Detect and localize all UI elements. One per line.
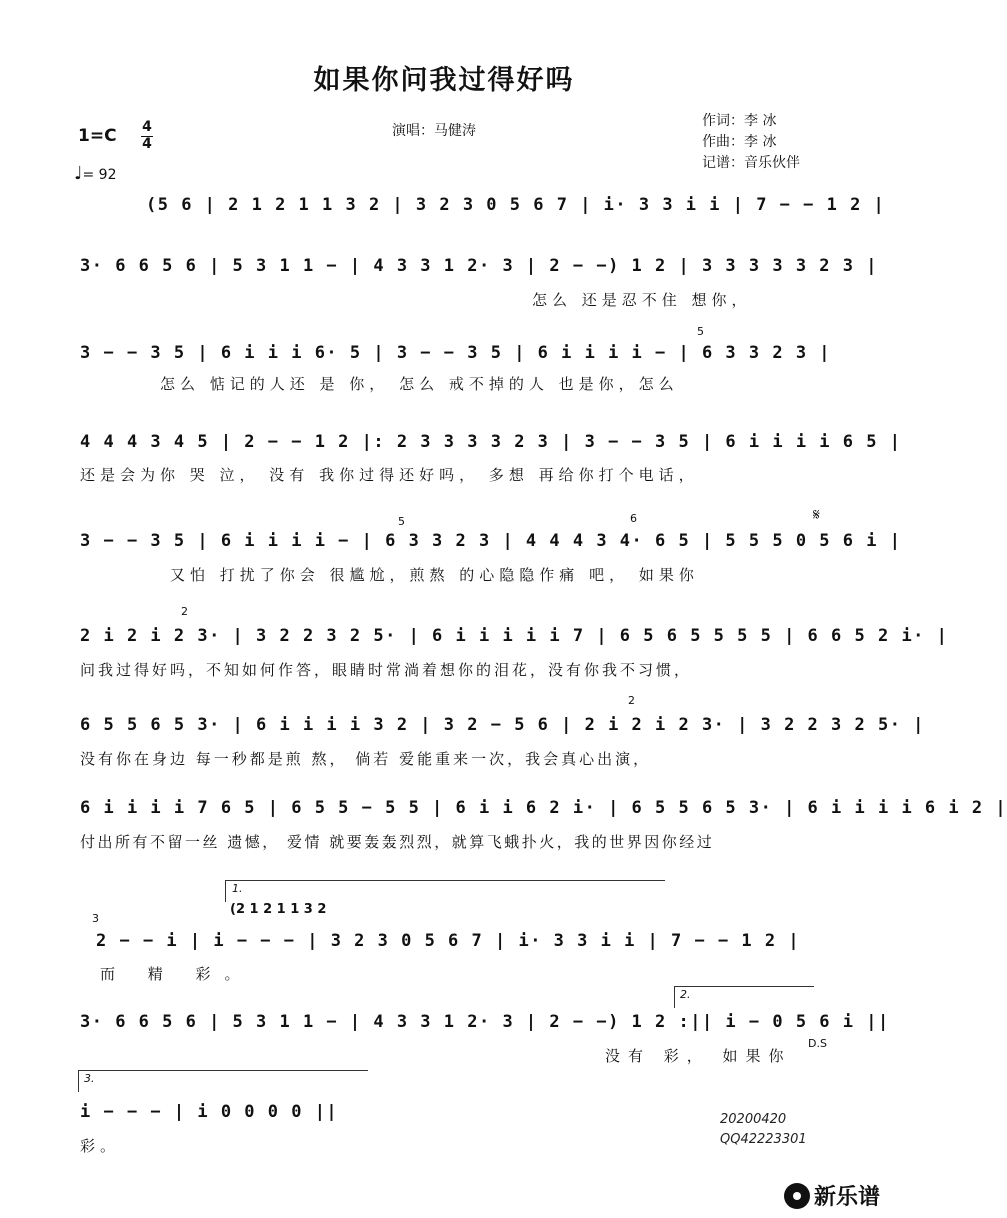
transcriber-credit: 记谱：音乐伙伴 <box>702 155 800 171</box>
composer-credit: 作曲：李 冰 <box>702 134 777 150</box>
song-title: 如果你问我过得好吗 <box>313 65 575 96</box>
lyricist-credit: 作词：李 冰 <box>702 113 777 129</box>
lyrics-row-11: 彩。 <box>80 1137 121 1155</box>
site-logo <box>784 1180 880 1211</box>
grace-note-6: 6 <box>630 512 637 525</box>
score-row-2: 3· 6 6 5 6 | 5 3 1 1 − | 4 3 3 1 2· 3 | 2 − −) 1 2 | 3 3 3 3 3 2 3 | <box>80 256 878 276</box>
volta-3-label: 3. <box>84 1072 95 1085</box>
score-row-3: 3 − − 3 5 | 6 i i i 6· 5 | 3 − − 3 5 | 6 i i i i − | 6 3 3 2 3 | <box>80 343 832 363</box>
ds-marking: D.S <box>808 1037 827 1050</box>
grace-note-2: 2 <box>181 605 188 618</box>
lyrics-row-8: 付出所有不留一丝 遗憾， 爱情 就要轰轰烈烈，就算飞蛾扑火，我的世界因你经过 <box>80 833 715 851</box>
time-signature-top: 4 <box>142 119 152 135</box>
tempo-marking <box>74 163 117 184</box>
volta-1-intro-notes: (2 1 2 1 1 3 2 <box>230 902 327 917</box>
score-row-9: 2 − − i | i − − − | 3 2 3 0 5 6 7 | i· 3 3 i i | 7 − − 1 2 | <box>96 931 801 951</box>
score-row-4: 4 4 4 3 4 5 | 2 − − 1 2 |: 2 3 3 3 3 2 3 | 3 − − 3 5 | 6 i i i i 6 5 | <box>80 432 902 452</box>
quarter-note-icon: ♩ <box>74 163 83 184</box>
transcription-date: 20200420 <box>720 1112 787 1127</box>
lyrics-row-9: 而 精 彩。 <box>100 965 254 983</box>
time-signature-bottom: 4 <box>142 136 152 152</box>
lyrics-row-2: 怎么 还是忍不住 想你， <box>532 291 752 309</box>
lyrics-row-5: 又怕 打扰了你会 很尴尬，煎熬 的心隐隐作痛 吧， 如果你 <box>170 566 699 584</box>
volta-2-bracket <box>674 986 814 987</box>
vinyl-disc-icon <box>784 1183 810 1209</box>
volta-1-label: 1. <box>232 882 243 895</box>
lyrics-row-6: 问我过得好吗，不知如何作答，眼睛时常淌着想你的泪花，没有你我不习惯， <box>80 661 693 679</box>
score-row-8: 6 i i i i 7 6 5 | 6 5 5 − 5 5 | 6 i i 6 2 i· | 6 5 5 6 5 3· | 6 i i i i 6 i 2 | <box>80 798 1007 818</box>
score-row-1: (5 6 | 2 1 2 1 1 3 2 | 3 2 3 0 5 6 7 | i· 3 3 i i | 7 − − 1 2 | <box>146 195 886 215</box>
grace-note-3: 3 <box>92 912 99 925</box>
key-signature: 1=C <box>78 126 117 146</box>
tempo-value: = 92 <box>82 167 117 183</box>
lyrics-row-4: 还是会为你 哭 泣， 没有 我你过得还好吗， 多想 再给你打个电话， <box>80 466 699 484</box>
site-logo-text: 新乐谱 <box>813 1185 880 1210</box>
lyrics-row-10: 没有 彩， 如果你 <box>605 1047 792 1065</box>
grace-note-2b: 2 <box>628 694 635 707</box>
volta-2-bracket-left <box>674 986 675 1008</box>
segno-sign: 𝄋 <box>813 505 820 524</box>
score-row-5: 3 − − 3 5 | 6 i i i i − | 6 3 3 2 3 | 4 4 4 3 4· 6 5 | 5 5 5 0 5 6 i | <box>80 531 902 551</box>
volta-1-bracket-left <box>225 880 226 902</box>
volta-3-bracket <box>78 1070 368 1071</box>
singer-credit: 演唱：马健涛 <box>392 123 476 139</box>
qq-number: QQ42223301 <box>720 1132 807 1147</box>
grace-note-5b: 5 <box>398 515 405 528</box>
time-signature <box>141 120 153 152</box>
grace-note-5: 5 <box>697 325 704 338</box>
volta-1-bracket <box>225 880 665 881</box>
score-row-10: 3· 6 6 5 6 | 5 3 1 1 − | 4 3 3 1 2· 3 | 2 − −) 1 2 :|| i − 0 5 6 i || <box>80 1012 890 1032</box>
score-row-11: i − − − | i 0 0 0 0 || <box>80 1102 339 1122</box>
volta-3-bracket-left <box>78 1070 79 1092</box>
volta-2-label: 2. <box>680 988 691 1001</box>
score-row-6: 2 i 2 i 2 3· | 3 2 2 3 2 5· | 6 i i i i i 7 | 6 5 6 5 5 5 5 | 6 6 5 2 i· | <box>80 626 949 646</box>
lyrics-row-7: 没有你在身边 每一秒都是煎 熬， 倘若 爱能重来一次，我会真心出演， <box>80 750 652 768</box>
score-row-7: 6 5 5 6 5 3· | 6 i i i i 3 2 | 3 2 − 5 6 | 2 i 2 i 2 3· | 3 2 2 3 2 5· | <box>80 715 925 735</box>
lyrics-row-3: 怎么 惦记的人还 是 你， 怎么 戒不掉的人 也是你，怎么 <box>160 375 679 393</box>
